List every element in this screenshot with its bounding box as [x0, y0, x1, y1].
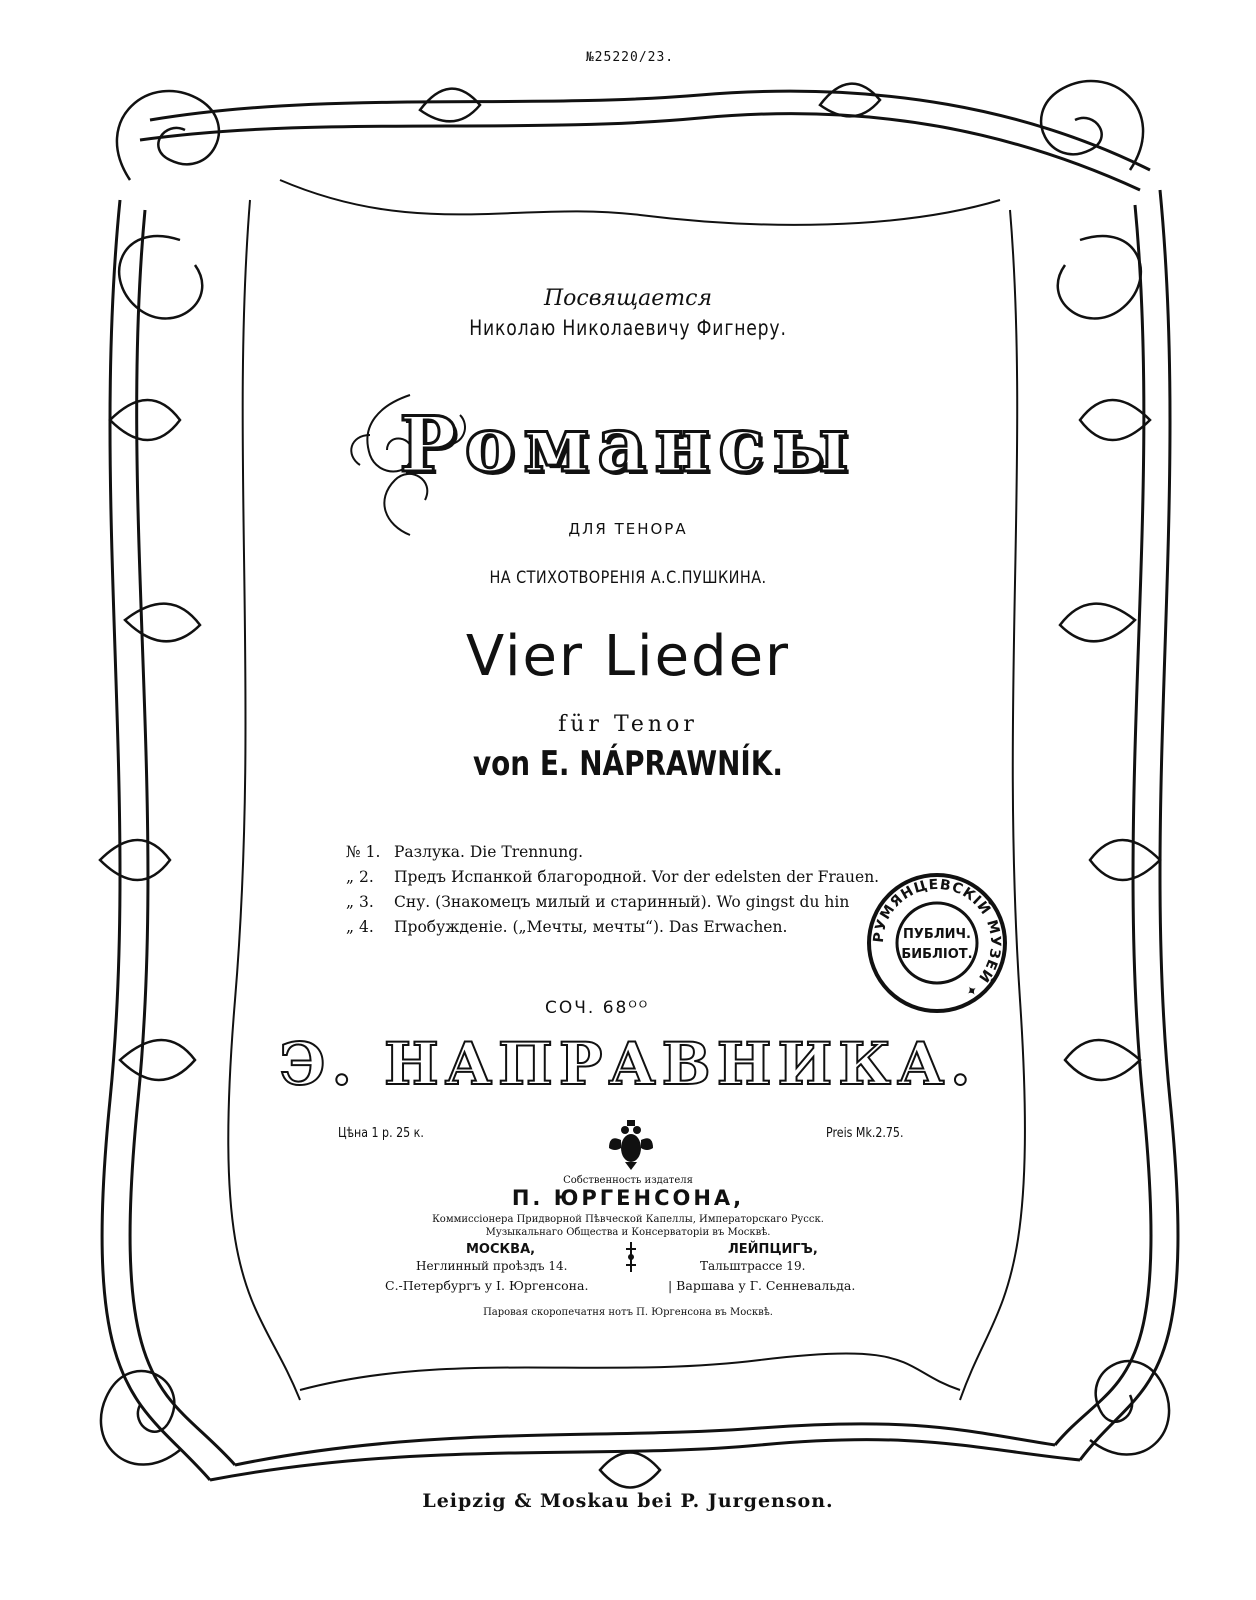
library-stamp — [862, 868, 1012, 1018]
publisher-commission-line-2: Музыкальнаго Общества и Консерваторіи въ Москвѣ. — [485, 1227, 771, 1238]
branch-warsaw: | Варшава у Г. Сенневальда. — [668, 1278, 856, 1293]
song-list — [346, 840, 926, 940]
song-item — [346, 840, 926, 865]
opus-number: СОЧ. 68ᴼᴼ — [545, 998, 650, 1018]
moscow-city: МОСКВА, — [466, 1242, 536, 1257]
poet-line: НА СТИХОТВОРЕНІЯ А.С.ПУШКИНА. — [489, 568, 767, 588]
song-number: „ 3. — [346, 893, 374, 911]
branch-st-petersburg: С.-Петербургъ у I. Юргенсона. — [385, 1278, 589, 1293]
voice-designation-ru: ДЛЯ ТЕНОРА — [568, 520, 688, 538]
german-voice: für Tenor — [558, 712, 698, 737]
dedication-name: Николаю Николаевичу Фигнеру. — [469, 316, 787, 340]
leipzig-address: Тальштрассе 19. — [700, 1259, 806, 1273]
song-title: Пробужденіе. („Мечты, мечты“). Das Erwachen. — [394, 918, 788, 936]
imperial-eagle-icon — [608, 1118, 654, 1172]
song-item — [346, 915, 926, 940]
song-title: Предъ Испанкой благородной. Vor der edelsten der Frauen. — [394, 868, 880, 886]
publisher-name: П. ЮРГЕНСОНА, — [511, 1186, 745, 1210]
main-title: Романсы — [399, 400, 857, 489]
cross-ornament-icon — [624, 1242, 638, 1272]
song-title: Разлука. Die Trennung. — [394, 843, 584, 861]
price-de: Preis Mk.2.75. — [826, 1126, 904, 1141]
composer-name-ru: Э. НАПРАВНИКА. — [279, 1030, 977, 1098]
printer-note: Паровая скоропечатня нотъ П. Юргенсона въ Москвѣ. — [483, 1307, 773, 1318]
stamp-center-line-2: БИБЛІОТ. — [901, 947, 973, 962]
moscow-address: Неглинный проѣздъ 14. — [416, 1259, 568, 1273]
german-composer: von E. NÁPRAWNÍK. — [472, 744, 784, 784]
song-item — [346, 865, 926, 890]
song-number: „ 2. — [346, 868, 374, 886]
german-title: Vier Lieder — [465, 624, 791, 689]
leipzig-city: ЛЕЙПЦИГЪ, — [728, 1242, 818, 1257]
dedication-label: Посвящается — [543, 286, 713, 311]
song-title: Сну. (Знакомецъ милый и старинный). Wo gingst du hin — [394, 893, 850, 911]
stamp-ring-text: РУМЯНЦЕВСКІЙ МУЗЕЙ ✦ — [870, 876, 1004, 1001]
price-ru: Цѣна 1 р. 25 к. — [338, 1126, 424, 1141]
publisher-imprint: Leipzig & Moskau bei P. Jurgenson. — [422, 1490, 834, 1512]
publisher-commission-line-1: Коммиссіонера Придворной Пѣвческой Капеллы, Императорскаго Русск. — [432, 1214, 824, 1225]
plate-number: №25220/23. — [585, 50, 675, 65]
stamp-center-line-1: ПУБЛИЧ. — [903, 927, 971, 942]
song-item — [346, 890, 926, 915]
song-number: № 1. — [346, 843, 381, 861]
publisher-property-note: Собственность издателя — [563, 1175, 693, 1186]
song-number: „ 4. — [346, 918, 374, 936]
